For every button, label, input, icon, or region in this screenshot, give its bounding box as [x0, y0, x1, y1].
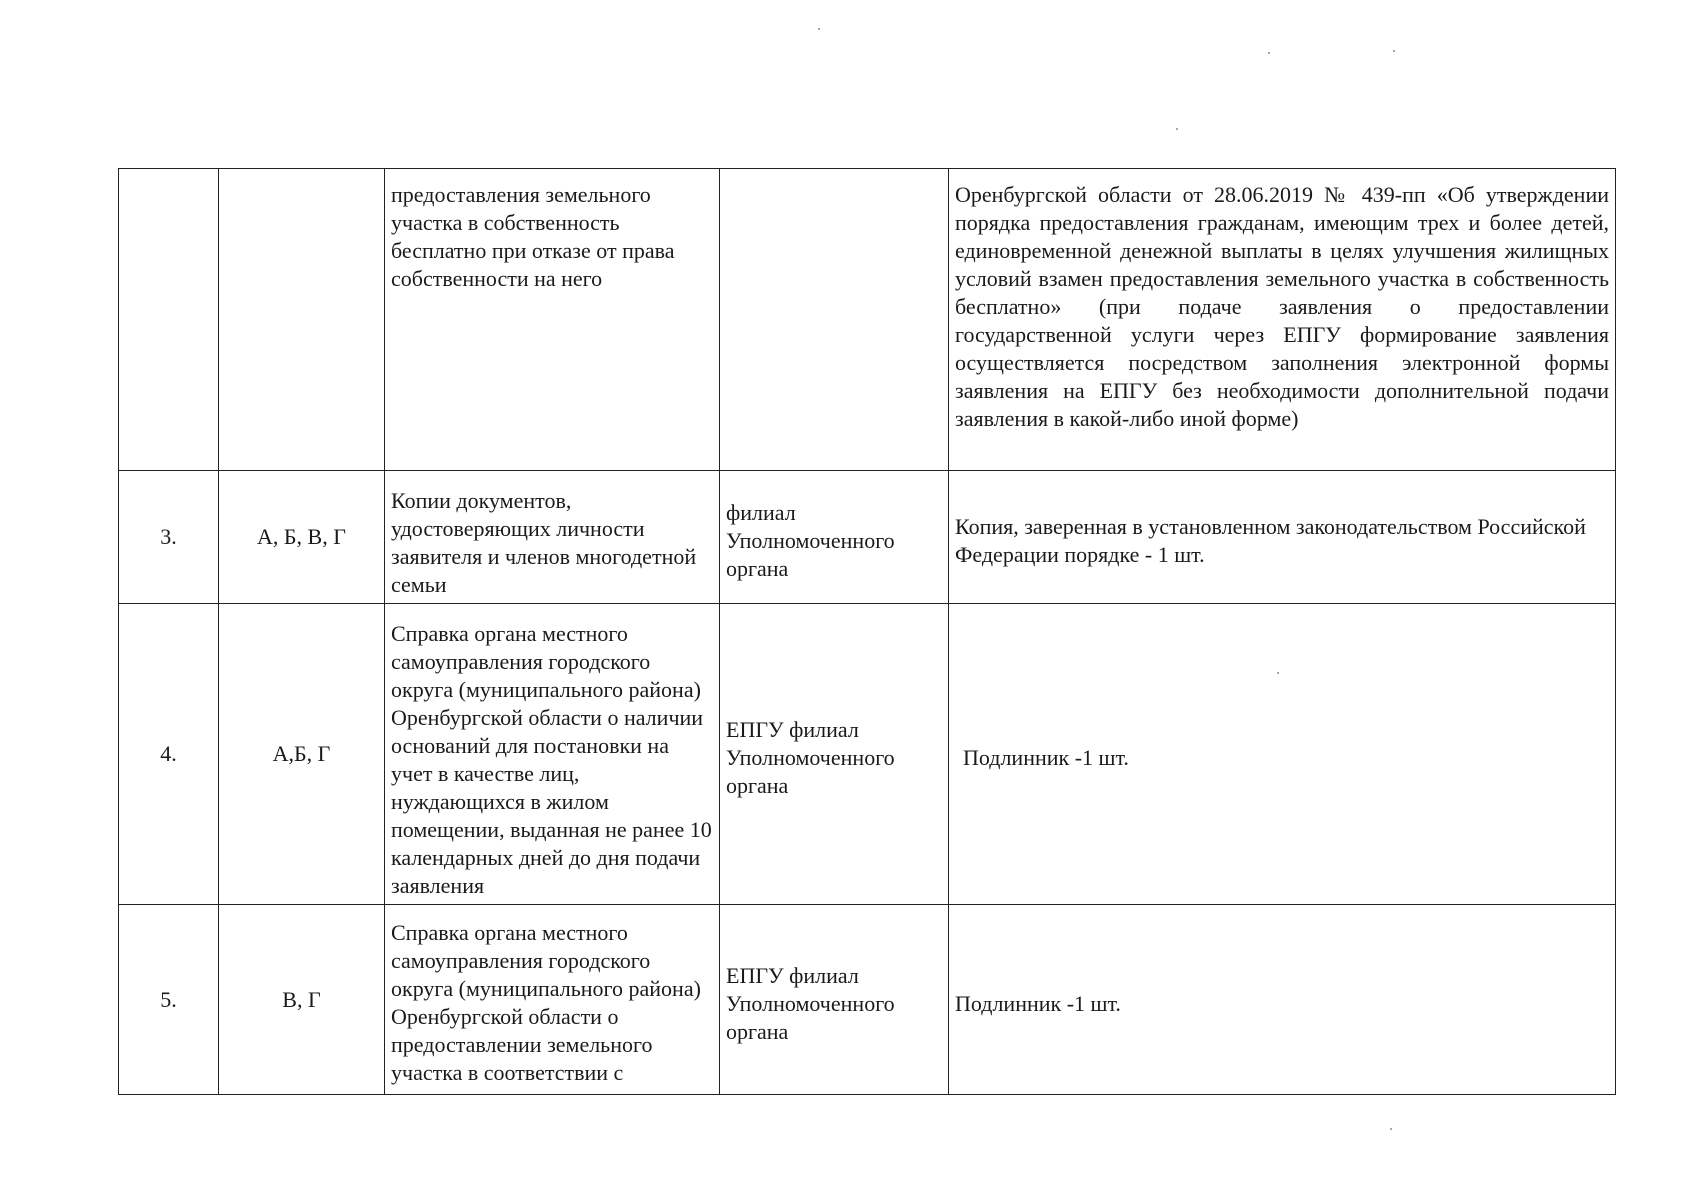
document-name-cell: Копии документов, удостоверяющих личности заявителя и членов многодетной семьи — [385, 471, 720, 604]
submission-place-cell: ЕПГУ филиал Уполномоченного органа — [720, 604, 949, 905]
row-number-cell — [119, 169, 219, 471]
scan-speck — [1268, 52, 1270, 54]
table-row — [119, 471, 1616, 604]
row-number-cell: 4. — [119, 604, 219, 905]
document-form-cell: Подлинник -1 шт. — [949, 604, 1616, 905]
document-name-cell: Справка органа местного самоуправления городского округа (муниципального района) Оренбургской области о наличии оснований для постановки на учет в качестве лиц, нуждающихся в жилом помещении, выданная не ранее 10 календарных дней до дня подачи заявления — [385, 604, 720, 905]
scan-speck — [1393, 50, 1395, 52]
documents-table — [118, 168, 1616, 1095]
submission-place-cell — [720, 169, 949, 471]
applicant-category-cell: А, Б, В, Г — [219, 471, 385, 604]
document-name-cell: Справка органа местного самоуправления городского округа (муниципального района) Оренбургской области о предоставлении земельного участка в соответствии с — [385, 905, 720, 1095]
row-number-cell: 3. — [119, 471, 219, 604]
document-name-cell: предоставления земельного участка в собственность бесплатно при отказе от права собственности на него — [385, 169, 720, 471]
table-row — [119, 905, 1616, 1095]
applicant-category-cell — [219, 169, 385, 471]
table-row — [119, 604, 1616, 905]
document-form-cell: Подлинник -1 шт. — [949, 905, 1616, 1095]
scan-speck — [1390, 1128, 1392, 1130]
scan-speck — [1277, 672, 1279, 674]
scan-speck — [818, 28, 820, 30]
applicant-category-cell: А,Б, Г — [219, 604, 385, 905]
applicant-category-cell: В, Г — [219, 905, 385, 1095]
row-number-cell: 5. — [119, 905, 219, 1095]
table-row — [119, 169, 1616, 471]
document-form-cell: Копия, заверенная в установленном законодательством Российской Федерации порядке - 1 шт. — [949, 471, 1616, 604]
submission-place-cell: ЕПГУ филиал Уполномоченного органа — [720, 905, 949, 1095]
document-form-cell: Оренбургской области от 28.06.2019 № 439-пп «Об утверждении порядка предоставления гражданам, имеющим трех и более детей, единовременной денежной выплаты в целях улучшения жилищных условий взамен предоставления земельного участка в собственность бесплатно» (при подаче заявления о предоставлении государственной услуги через ЕПГУ формирование заявления осуществляется посредством заполнения электронной формы заявления на ЕПГУ без необходимости дополнительной подачи заявления в какой-либо иной форме) — [949, 169, 1616, 471]
submission-place-cell: филиал Уполномоченного органа — [720, 471, 949, 604]
scan-speck — [1176, 128, 1178, 130]
